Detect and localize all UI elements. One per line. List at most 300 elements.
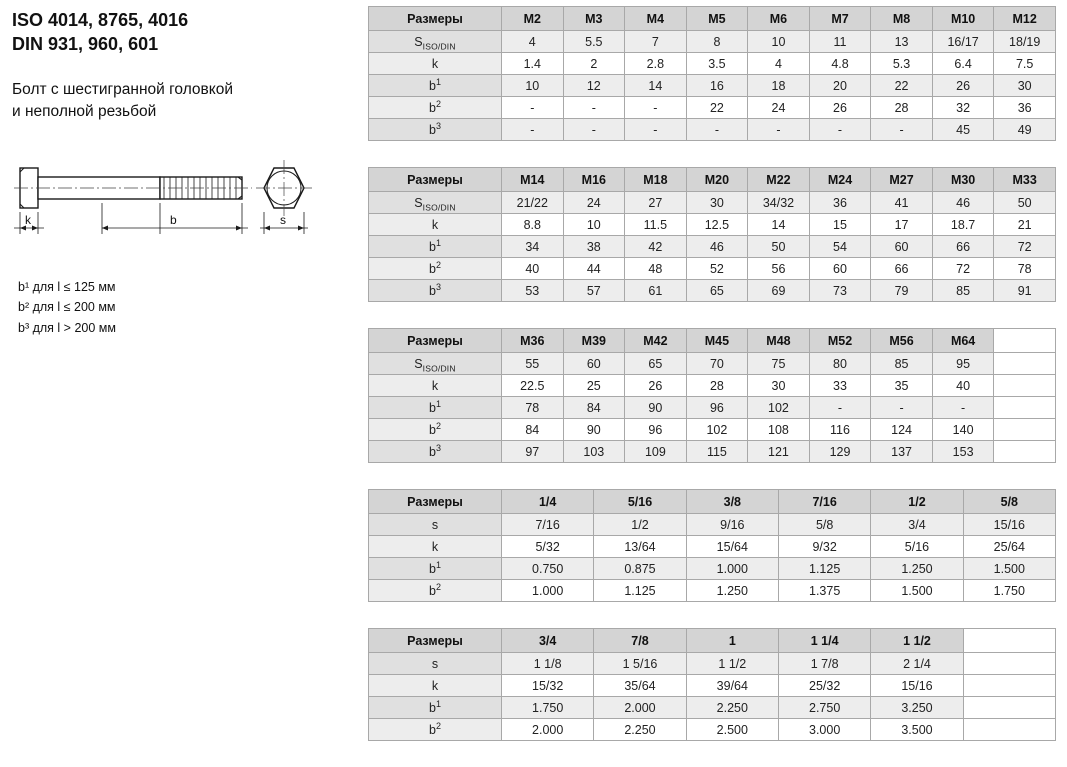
table-header-label: Размеры (369, 168, 502, 192)
table-cell: 4.8 (809, 53, 871, 75)
table-row (369, 236, 1056, 258)
table-cell: 28 (686, 375, 748, 397)
product-description (12, 79, 362, 124)
table-column-header: 1 1/2 (871, 629, 963, 653)
row-label: $b^1$ (369, 558, 502, 580)
table-cell: 35 (871, 375, 933, 397)
table-column-header: M27 (871, 168, 933, 192)
table-column-header: 7/16 (778, 490, 870, 514)
row-label: $b^1$ (369, 397, 502, 419)
table-column-header: M20 (686, 168, 748, 192)
table-cell: 85 (871, 353, 933, 375)
table-cell: 40 (502, 258, 564, 280)
table-cell: 0.750 (502, 558, 594, 580)
table-cell: - (502, 97, 564, 119)
table-cell: 15/64 (686, 536, 778, 558)
table-column-header: 3/4 (502, 629, 594, 653)
table-cell: 40 (932, 375, 994, 397)
row-label: $b^1$ (369, 75, 502, 97)
table-cell: 102 (686, 419, 748, 441)
table-column-header: M16 (563, 168, 625, 192)
table-cell: 8.8 (502, 214, 564, 236)
table-column-header: M8 (871, 7, 933, 31)
table-column-header: 5/16 (594, 490, 686, 514)
table-cell: 30 (994, 75, 1056, 97)
row-label: $b^3$ (369, 441, 502, 463)
table-cell-empty (994, 353, 1056, 375)
row-label: k (369, 214, 502, 236)
table-cell: 16 (686, 75, 748, 97)
row-label: s (369, 653, 502, 675)
table-row (369, 97, 1056, 119)
table-cell: 1.750 (502, 697, 594, 719)
table-cell: 22.5 (502, 375, 564, 397)
table-cell: 72 (932, 258, 994, 280)
table-cell: 140 (932, 419, 994, 441)
row-label: $b^2$ (369, 97, 502, 119)
table-cell: 22 (871, 75, 933, 97)
table-cell: 5/32 (502, 536, 594, 558)
table-cell: 12 (563, 75, 625, 97)
table-cell: 10 (748, 31, 810, 53)
table-column-header: M12 (994, 7, 1056, 31)
table-row (369, 280, 1056, 302)
table-column-header: 1/2 (871, 490, 963, 514)
table-cell: 26 (932, 75, 994, 97)
dimension-tables (368, 6, 1058, 767)
table-cell: 3.500 (871, 719, 963, 741)
table-row (369, 353, 1056, 375)
row-label: k (369, 536, 502, 558)
table-column-header: M10 (932, 7, 994, 31)
table-cell: 41 (871, 192, 933, 214)
table-cell: 2 1/4 (871, 653, 963, 675)
table-cell: 97 (502, 441, 564, 463)
table-row (369, 419, 1056, 441)
table-header-label: Размеры (369, 329, 502, 353)
table-column-header: 3/8 (686, 490, 778, 514)
table-row (369, 653, 1056, 675)
row-label: k (369, 675, 502, 697)
table-cell: 2.250 (686, 697, 778, 719)
table-row (369, 514, 1056, 536)
table-cell: 16/17 (932, 31, 994, 53)
dimension-label-k: k (25, 212, 31, 227)
table-cell: 1 5/16 (594, 653, 686, 675)
table-cell: 10 (502, 75, 564, 97)
table-column-header: M24 (809, 168, 871, 192)
table-cell-empty (963, 675, 1055, 697)
table-cell: - (871, 397, 933, 419)
table-cell: - (871, 119, 933, 141)
table-cell: 1.125 (594, 580, 686, 602)
table-row (369, 697, 1056, 719)
table-cell-empty (994, 375, 1056, 397)
table-cell: 153 (932, 441, 994, 463)
table-cell-empty (994, 419, 1056, 441)
table-cell: 73 (809, 280, 871, 302)
table-column-header: M5 (686, 7, 748, 31)
table-cell: 6.4 (932, 53, 994, 75)
table-column-header: M64 (932, 329, 994, 353)
table-cell: 36 (809, 192, 871, 214)
footnote-b3: b³ для l > 200 мм (18, 320, 116, 335)
standard-title (12, 8, 362, 57)
table-cell: 96 (625, 419, 687, 441)
table-cell: - (563, 97, 625, 119)
table-cell: 22 (686, 97, 748, 119)
dimension-label-b: b (170, 212, 177, 227)
table-row (369, 675, 1056, 697)
table-cell: 32 (932, 97, 994, 119)
table-cell: 121 (748, 441, 810, 463)
table-cell: 30 (686, 192, 748, 214)
table-cell: 15/16 (963, 514, 1055, 536)
table-cell-empty (994, 441, 1056, 463)
table-column-header: M45 (686, 329, 748, 353)
row-label: $S_{ISO/DIN}$ (369, 353, 502, 375)
row-label: $b^1$ (369, 697, 502, 719)
table-cell: 10 (563, 214, 625, 236)
table-cell: 66 (932, 236, 994, 258)
table-cell: 108 (748, 419, 810, 441)
table-cell: 50 (994, 192, 1056, 214)
table-cell: - (748, 119, 810, 141)
table-cell: 65 (625, 353, 687, 375)
table-cell: 1 1/8 (502, 653, 594, 675)
row-label: $S_{ISO/DIN}$ (369, 192, 502, 214)
table-cell-empty (963, 719, 1055, 741)
table-cell: 5.3 (871, 53, 933, 75)
bolt-diagram (12, 146, 362, 251)
table-column-header: M22 (748, 168, 810, 192)
table-cell: 2.000 (502, 719, 594, 741)
table-column-header: M14 (502, 168, 564, 192)
table-column-header: M4 (625, 7, 687, 31)
table-cell: 1.000 (502, 580, 594, 602)
table-cell: 60 (809, 258, 871, 280)
table-cell: 1.250 (871, 558, 963, 580)
table-column-header: M56 (871, 329, 933, 353)
row-label: $b^1$ (369, 236, 502, 258)
table-cell: 15/16 (871, 675, 963, 697)
table-cell: 72 (994, 236, 1056, 258)
table-cell: 65 (686, 280, 748, 302)
table-cell: 1.500 (871, 580, 963, 602)
table-cell: - (932, 397, 994, 419)
table-cell: 56 (748, 258, 810, 280)
table-cell: - (502, 119, 564, 141)
standard-title-line2: DIN 931, 960, 601 (12, 34, 159, 55)
table-cell: 46 (932, 192, 994, 214)
table-cell: 45 (932, 119, 994, 141)
table-column-header: M7 (809, 7, 871, 31)
footnotes (18, 277, 362, 339)
table-cell: 5/8 (778, 514, 870, 536)
table-cell: 91 (994, 280, 1056, 302)
table-cell: 12.5 (686, 214, 748, 236)
table-cell: 3.000 (778, 719, 870, 741)
table-cell: 48 (625, 258, 687, 280)
table-column-header: M18 (625, 168, 687, 192)
dimension-table-metric-3 (368, 328, 1056, 463)
standard-title-line1: ISO 4014, 8765, 4016 (12, 10, 189, 30)
table-cell: 78 (502, 397, 564, 419)
table-column-header: M33 (994, 168, 1056, 192)
table-row (369, 214, 1056, 236)
row-label: $b^2$ (369, 419, 502, 441)
table-column-header: 1 (686, 629, 778, 653)
left-info-panel (12, 8, 362, 338)
table-cell: 26 (809, 97, 871, 119)
table-cell: 34/32 (748, 192, 810, 214)
table-cell: 2.500 (686, 719, 778, 741)
table-cell: - (625, 119, 687, 141)
table-cell: 61 (625, 280, 687, 302)
table-header-row (369, 329, 1056, 353)
table-cell: - (563, 119, 625, 141)
table-cell: 24 (748, 97, 810, 119)
table-cell: 27 (625, 192, 687, 214)
row-label: s (369, 514, 502, 536)
table-cell: 1.500 (963, 558, 1055, 580)
table-cell: 55 (502, 353, 564, 375)
dimension-table-inch-1 (368, 489, 1056, 602)
table-cell: 34 (502, 236, 564, 258)
table-cell: 1.4 (502, 53, 564, 75)
table-cell: 50 (748, 236, 810, 258)
table-cell: 7/16 (502, 514, 594, 536)
table-column-header: 5/8 (963, 490, 1055, 514)
table-header-row (369, 490, 1056, 514)
table-cell: 2.250 (594, 719, 686, 741)
table-cell: 7 (625, 31, 687, 53)
footnote-b2: b² для l ≤ 200 мм (18, 300, 116, 315)
table-cell: 39/64 (686, 675, 778, 697)
table-cell: 3.250 (871, 697, 963, 719)
table-cell: 53 (502, 280, 564, 302)
table-cell: 1.125 (778, 558, 870, 580)
table-cell: 15 (809, 214, 871, 236)
table-column-header: M2 (502, 7, 564, 31)
row-label: $b^3$ (369, 280, 502, 302)
table-row (369, 119, 1056, 141)
table-cell: 95 (932, 353, 994, 375)
table-cell: 14 (625, 75, 687, 97)
table-column-header: M42 (625, 329, 687, 353)
table-header-label: Размеры (369, 7, 502, 31)
table-cell: 80 (809, 353, 871, 375)
table-cell: 38 (563, 236, 625, 258)
table-cell: 26 (625, 375, 687, 397)
table-cell: 35/64 (594, 675, 686, 697)
table-cell: 5/16 (871, 536, 963, 558)
table-cell: 28 (871, 97, 933, 119)
table-cell: 70 (686, 353, 748, 375)
table-row (369, 441, 1056, 463)
table-cell: 79 (871, 280, 933, 302)
table-cell-empty (963, 653, 1055, 675)
table-cell: 1.750 (963, 580, 1055, 602)
table-cell: 129 (809, 441, 871, 463)
table-cell: 14 (748, 214, 810, 236)
table-cell: 1/2 (594, 514, 686, 536)
table-cell: 137 (871, 441, 933, 463)
table-cell: 69 (748, 280, 810, 302)
table-cell: 8 (686, 31, 748, 53)
dimension-label-s: s (280, 212, 286, 227)
table-cell: 11 (809, 31, 871, 53)
table-cell: 20 (809, 75, 871, 97)
table-cell: 9/16 (686, 514, 778, 536)
table-column-header: M48 (748, 329, 810, 353)
table-cell: 42 (625, 236, 687, 258)
table-cell: 3/4 (871, 514, 963, 536)
table-cell: 2.750 (778, 697, 870, 719)
table-cell: 1.000 (686, 558, 778, 580)
table-cell: 109 (625, 441, 687, 463)
table-row (369, 192, 1056, 214)
product-description-line2: и неполной резьбой (12, 103, 157, 121)
table-cell: 0.875 (594, 558, 686, 580)
row-label: $b^2$ (369, 258, 502, 280)
table-header-label: Размеры (369, 490, 502, 514)
table-cell: 13/64 (594, 536, 686, 558)
table-column-header: M52 (809, 329, 871, 353)
table-cell: 52 (686, 258, 748, 280)
bolt-drawing-svg (12, 146, 312, 246)
table-cell: 4 (748, 53, 810, 75)
table-cell: 60 (871, 236, 933, 258)
table-column-header: M36 (502, 329, 564, 353)
table-cell: 21 (994, 214, 1056, 236)
table-cell: 33 (809, 375, 871, 397)
table-cell: 13 (871, 31, 933, 53)
table-row (369, 258, 1056, 280)
dimension-table-inch-2 (368, 628, 1056, 741)
table-cell: 11.5 (625, 214, 687, 236)
table-column-header: 1/4 (502, 490, 594, 514)
table-cell: 90 (563, 419, 625, 441)
table-cell: 75 (748, 353, 810, 375)
table-row (369, 558, 1056, 580)
table-cell: 1.250 (686, 580, 778, 602)
table-cell: 21/22 (502, 192, 564, 214)
table-cell: 9/32 (778, 536, 870, 558)
table-header-row (369, 7, 1056, 31)
table-column-header-empty (963, 629, 1055, 653)
table-cell: 84 (563, 397, 625, 419)
table-cell: 96 (686, 397, 748, 419)
table-cell: - (809, 119, 871, 141)
table-column-header: M39 (563, 329, 625, 353)
table-cell: - (809, 397, 871, 419)
table-cell: - (625, 97, 687, 119)
table-row (369, 536, 1056, 558)
dimension-table-metric-1 (368, 6, 1056, 141)
table-row (369, 719, 1056, 741)
table-row (369, 397, 1056, 419)
table-cell: - (686, 119, 748, 141)
dimension-table-metric-2 (368, 167, 1056, 302)
table-cell: 4 (502, 31, 564, 53)
table-cell: 7.5 (994, 53, 1056, 75)
table-cell: 115 (686, 441, 748, 463)
table-cell: 57 (563, 280, 625, 302)
table-cell: 44 (563, 258, 625, 280)
table-row (369, 580, 1056, 602)
row-label: $b^2$ (369, 580, 502, 602)
table-cell: 25 (563, 375, 625, 397)
table-cell-empty (994, 397, 1056, 419)
table-header-label: Размеры (369, 629, 502, 653)
table-column-header: 1 1/4 (778, 629, 870, 653)
table-column-header: M6 (748, 7, 810, 31)
table-cell: 5.5 (563, 31, 625, 53)
table-cell: 3.5 (686, 53, 748, 75)
table-row (369, 31, 1056, 53)
table-cell: 1 7/8 (778, 653, 870, 675)
table-cell: 18 (748, 75, 810, 97)
row-label: $b^3$ (369, 119, 502, 141)
table-column-header: M3 (563, 7, 625, 31)
table-cell: 30 (748, 375, 810, 397)
table-header-row (369, 629, 1056, 653)
table-cell: 25/32 (778, 675, 870, 697)
table-cell: 2.8 (625, 53, 687, 75)
table-cell: 66 (871, 258, 933, 280)
table-cell: 124 (871, 419, 933, 441)
table-column-header-empty (994, 329, 1056, 353)
table-cell: 15/32 (502, 675, 594, 697)
table-row (369, 53, 1056, 75)
table-cell: 25/64 (963, 536, 1055, 558)
table-cell: 24 (563, 192, 625, 214)
table-cell: 102 (748, 397, 810, 419)
table-cell: 18/19 (994, 31, 1056, 53)
table-cell: 116 (809, 419, 871, 441)
table-header-row (369, 168, 1056, 192)
product-description-line1: Болт с шестигранной головкой (12, 80, 234, 98)
row-label: k (369, 53, 502, 75)
table-cell: 2 (563, 53, 625, 75)
table-cell: 17 (871, 214, 933, 236)
footnote-b1: b¹ для l ≤ 125 мм (18, 279, 116, 294)
table-cell: 1 1/2 (686, 653, 778, 675)
table-cell: 2.000 (594, 697, 686, 719)
table-cell: 36 (994, 97, 1056, 119)
row-label: $b^2$ (369, 719, 502, 741)
table-cell: 60 (563, 353, 625, 375)
table-cell: 90 (625, 397, 687, 419)
table-cell: 49 (994, 119, 1056, 141)
row-label: $S_{ISO/DIN}$ (369, 31, 502, 53)
table-cell: 54 (809, 236, 871, 258)
table-cell: 46 (686, 236, 748, 258)
table-cell: 1.375 (778, 580, 870, 602)
table-column-header: M30 (932, 168, 994, 192)
table-cell: 18.7 (932, 214, 994, 236)
table-cell: 84 (502, 419, 564, 441)
table-row (369, 375, 1056, 397)
table-cell: 85 (932, 280, 994, 302)
row-label: k (369, 375, 502, 397)
table-cell: 103 (563, 441, 625, 463)
table-column-header: 7/8 (594, 629, 686, 653)
table-cell-empty (963, 697, 1055, 719)
table-cell: 78 (994, 258, 1056, 280)
table-row (369, 75, 1056, 97)
